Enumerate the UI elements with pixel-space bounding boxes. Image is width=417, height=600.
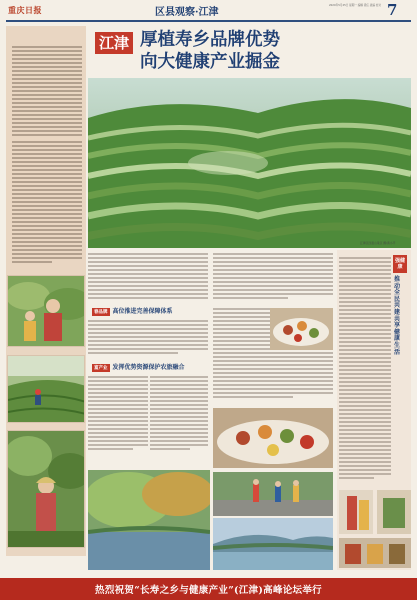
article-1-tag: 春品牌 <box>94 309 108 315</box>
photo-banquet-large <box>213 408 333 468</box>
article-2-subhead <box>92 362 185 371</box>
sidebar-text-lines-2 <box>12 140 82 268</box>
sidebar-photo-tea-picker <box>7 275 85 347</box>
issue-info: 2020年5月25日 星期一 编辑 责任 美编 校对 <box>329 4 381 7</box>
photo-lake-right <box>213 518 333 570</box>
product-images <box>339 490 411 568</box>
intro-text-block <box>88 251 333 303</box>
right-column-tag: 强健康 <box>393 255 407 273</box>
page-number: 7 <box>387 1 398 19</box>
terraced-fields-image <box>88 78 411 248</box>
header-rule <box>6 20 411 22</box>
right-column-text-lines <box>339 255 391 485</box>
headline-line-2: 向大健康产业掘金 <box>140 52 280 72</box>
sidebar-text-lines <box>12 45 82 140</box>
marathon-image <box>213 472 333 516</box>
article-1-text-lines <box>88 318 208 358</box>
footer-text: 热烈祝贺“长寿之乡与健康产业”(江津)高峰论坛举行 <box>95 585 322 596</box>
section-title: 区县观察·江津 <box>155 7 219 18</box>
article-2-text-lines-2 <box>150 374 208 454</box>
article-2-text-col-2 <box>150 374 208 454</box>
lake-right-image <box>213 518 333 570</box>
article-1-text <box>88 318 208 358</box>
article-2-tag: 富产业 <box>94 365 108 371</box>
hero-photo-terraces <box>88 78 411 248</box>
article-2-title: 发挥优势资源保护农旅融合 <box>112 364 185 371</box>
article-1-subhead <box>92 306 173 315</box>
tea-picker-image <box>8 276 85 347</box>
right-column-text <box>339 255 391 485</box>
farmer-image <box>8 431 85 548</box>
lake-left-image <box>88 470 210 570</box>
article-2-text-lines-1 <box>88 374 148 454</box>
photo-banquet <box>270 308 333 350</box>
paper-name: 重庆日报 <box>8 5 42 15</box>
banquet-large-image <box>213 408 333 468</box>
tea-field-image <box>8 356 85 423</box>
right-column-headline: 推动全民共建共享健康生活 <box>394 276 401 356</box>
headline-line-1: 厚植寿乡品牌优势 <box>140 30 280 50</box>
right-column-photos <box>339 490 411 568</box>
intro-text-lines <box>88 251 333 303</box>
article-1-title: 高位推进完善保障体系 <box>112 308 173 315</box>
banquet-image <box>270 308 333 350</box>
sidebar-photo-farmer <box>7 430 85 548</box>
photo-marathon <box>213 472 333 516</box>
article-2-text-col-1 <box>88 374 148 454</box>
hero-caption: 江津区四面山景区 摄/黄小平 <box>360 241 396 245</box>
sidebar-text-block-2 <box>12 140 82 268</box>
sidebar-photo-tea-field <box>7 355 85 423</box>
photo-lake-left <box>88 470 210 570</box>
location-badge: 江津 <box>95 32 133 54</box>
sidebar-intro-text <box>12 45 82 135</box>
